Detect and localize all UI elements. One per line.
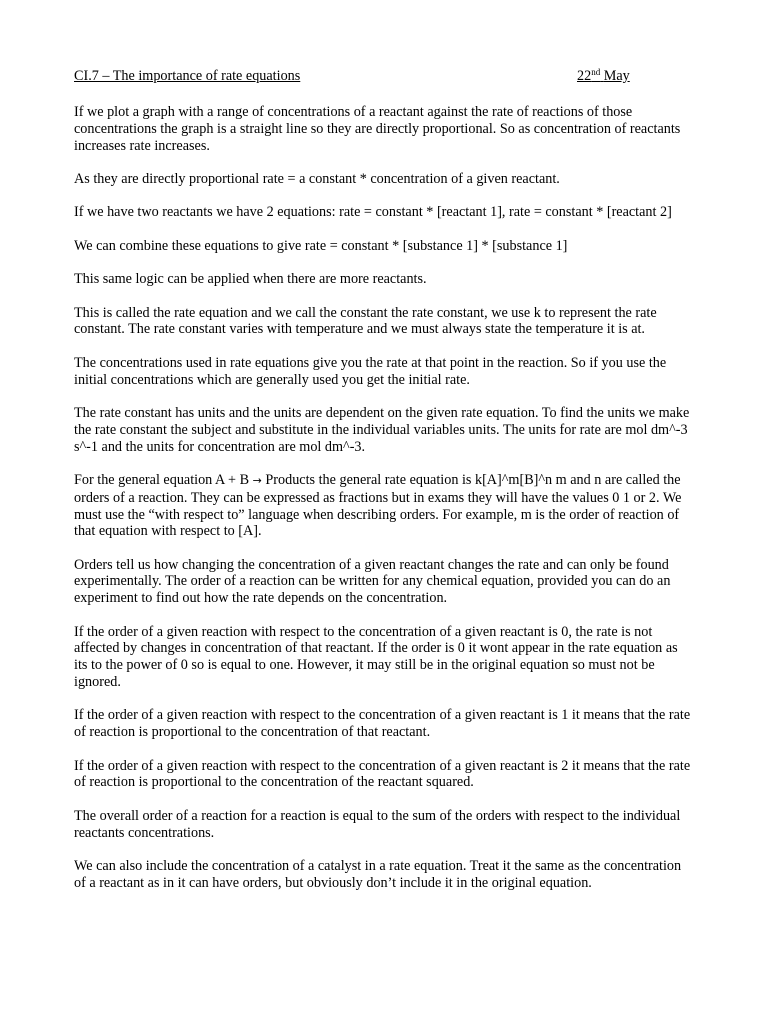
general-equation-paragraph — [74, 472, 694, 540]
reaction-arrow-icon: → — [252, 473, 262, 487]
paragraph: This same logic can be applied when there are more reactants. — [74, 271, 427, 288]
equation-text-before: For the general equation A + B — [74, 471, 250, 488]
document-date — [577, 68, 630, 85]
paragraph: If the order of a given reaction with respect to the concentration of a given reactant is 0, the rate is not affected by changes in concentration of that reactant. If the order is 0 it wont appear in the rate equation as its to the power of 0 so is equal to one. However, it may still be in the original equation so must not be ignored. — [74, 623, 678, 691]
paragraph: If the order of a given reaction with respect to the concentration of a given reactant is 2 it means that the rate of reaction is proportional to the concentration of the reactant squared. — [74, 757, 691, 791]
paragraph: The rate constant has units and the units are dependent on the given rate equation. To find the units we make the rate constant the subject and substitute in the individual variables units. The units for rate are mol dm^-3 s^-1 and the units for concentration are mol dm^-3. — [74, 404, 690, 455]
document-page — [74, 68, 694, 908]
paragraph: We can also include the concentration of a catalyst in a rate equation. Treat it the same as the concentration of a reactant as in it can have orders, but obviously don’t include it in the original equation. — [74, 858, 682, 891]
paragraph: If we plot a graph with a range of concentrations of a reactant against the rate of reactions of those concentrations the graph is a straight line so they are directly proportional. So as concentration of reactants increases rate increases. — [74, 104, 681, 154]
paragraph: The concentrations used in rate equations give you the rate at that point in the reaction. So if you use the initial concentrations which are generally used you get the initial rate. — [74, 354, 667, 388]
paragraph: Orders tell us how changing the concentration of a given reactant changes the rate and can only be found experimentally. The order of a reaction can be written for any chemical equation, provided you can do an experiment to find out how the rate depends on the concentration. — [74, 556, 671, 607]
equation-text-after: Products the general rate equation is k[A]^m[B]^n m and n are called the orders of a reaction. They can be expressed as fractions but in exams they will have the values 0 1 or 2. We must use the “with respect to” language when describing orders. For example, m is the order of reaction of that equation with respect to [A]. — [74, 471, 682, 540]
date-month: May — [603, 68, 630, 84]
paragraph: As they are directly proportional rate = a constant * concentration of a given reactant. — [74, 170, 560, 187]
date-day: 22 — [577, 68, 592, 84]
paragraph: The overall order of a reaction for a reaction is equal to the sum of the orders with respect to the individual reactants concentrations. — [74, 807, 681, 841]
paragraph: We can combine these equations to give rate = constant * [substance 1] * [substance 1] — [74, 237, 568, 254]
document-title: CI.7 – The importance of rate equations — [74, 68, 301, 84]
paragraph: If we have two reactants we have 2 equations: rate = constant * [reactant 1], rate = constant * [reactant 2] — [74, 204, 672, 221]
date-suffix: nd — [591, 67, 601, 77]
paragraph: This is called the rate equation and we call the constant the rate constant, we use k to represent the rate constant. The rate constant varies with temperature and we must always state the temperature it is at. — [74, 304, 657, 338]
document-header — [74, 68, 694, 85]
paragraph: If the order of a given reaction with respect to the concentration of a given reactant is 1 it means that the rate of reaction is proportional to the concentration of that reactant. — [74, 707, 691, 741]
